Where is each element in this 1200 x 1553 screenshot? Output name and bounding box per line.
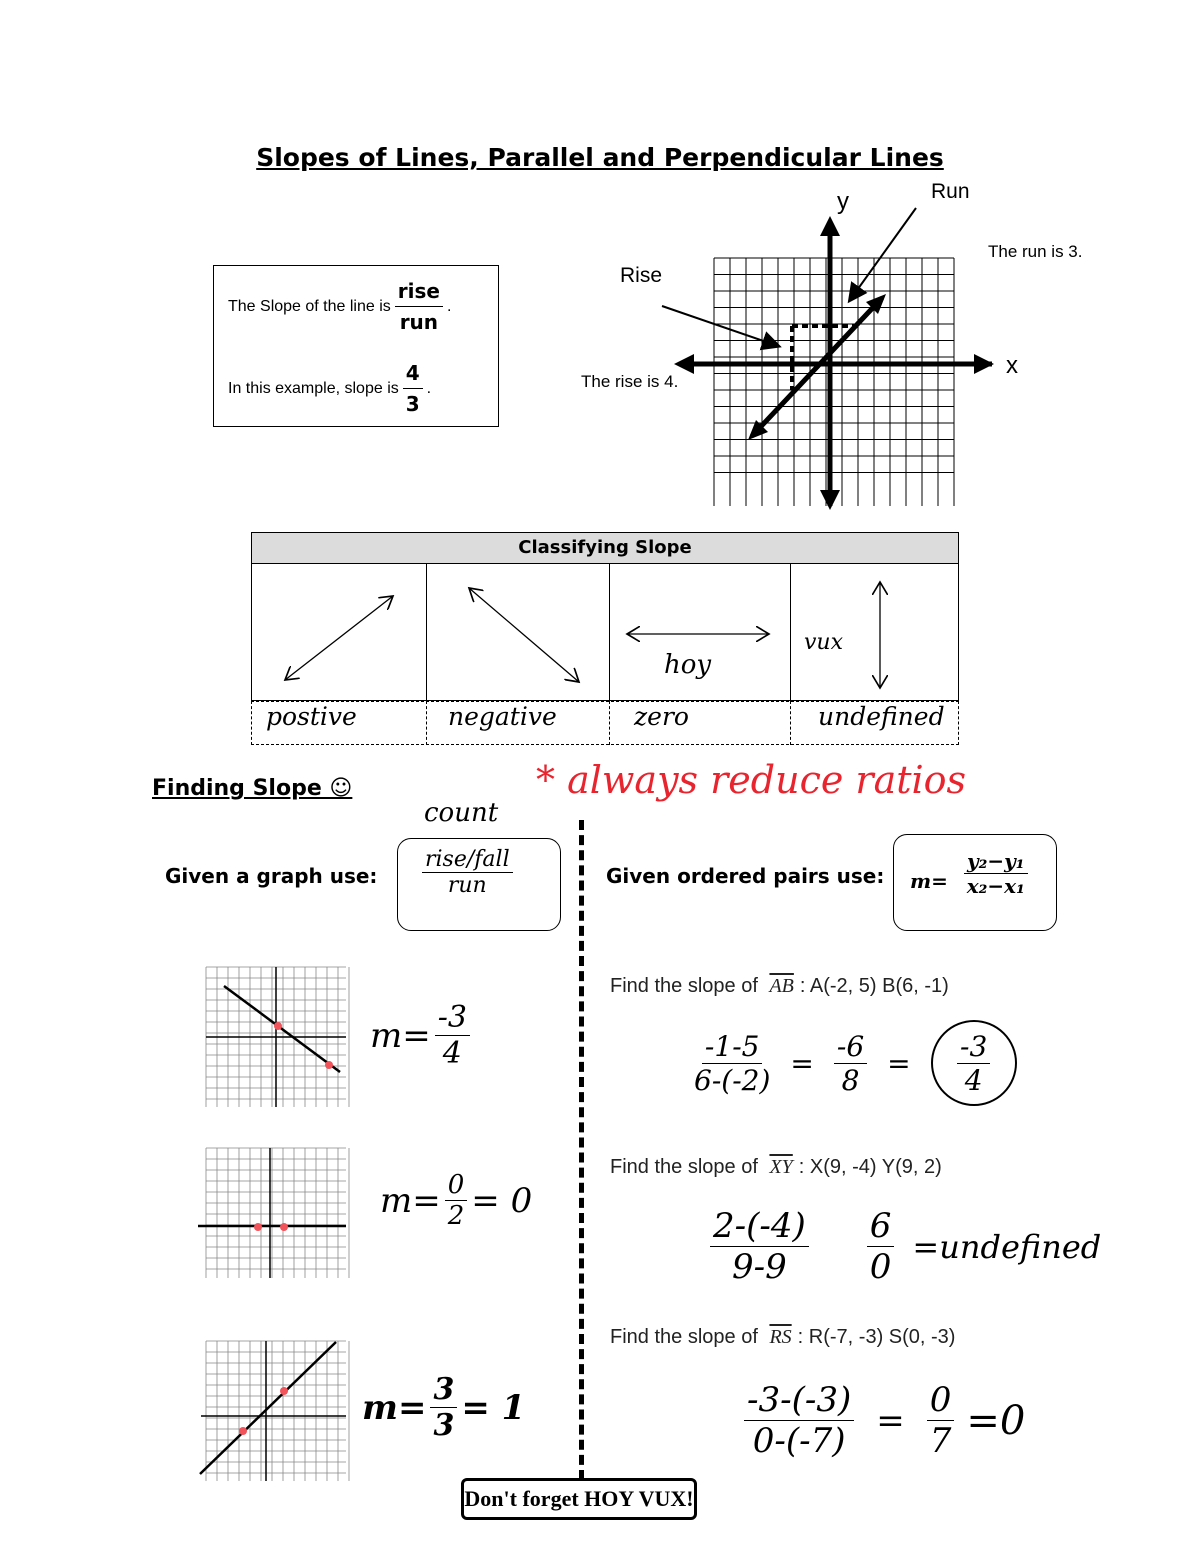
graph-line — [224, 986, 340, 1072]
problem-prefix: Find the slope of — [610, 975, 758, 997]
answer-text: =undefined — [912, 1227, 1102, 1266]
y-axis-up-arrow — [820, 216, 840, 236]
x-axis-left-arrow — [674, 354, 694, 374]
graph-formula-den: run — [447, 873, 487, 898]
problem-3-prompt: Find the slope of $\overline{RS}$ : R(-7, -3) S(0, -3) — [610, 1326, 956, 1348]
reduced-den: 7 — [929, 1421, 952, 1461]
graph-formula-box — [397, 838, 561, 931]
segment-name: $\overline{RS}$ — [769, 1326, 792, 1348]
answer-tail: = 0 — [471, 1180, 533, 1221]
answer-den: 4 — [964, 1063, 983, 1097]
graph-negative-slope — [196, 962, 356, 1112]
point — [239, 1427, 247, 1435]
point — [274, 1022, 282, 1030]
circled-answer — [931, 1020, 1017, 1106]
reduced-den: 8 — [841, 1063, 860, 1097]
graph-answer-2 — [380, 1170, 532, 1231]
problem-2-prompt: Find the slope of $\overline{XY}$ : X(9, -4) Y(9, 2) — [610, 1156, 942, 1178]
point — [280, 1223, 288, 1231]
problem-1-prompt: Find the slope of $\overline{AB}$ : A(-2, 5) B(6, -1) — [610, 975, 949, 997]
work-num: -1-5 — [702, 1030, 763, 1064]
problem-3-work — [740, 1380, 1025, 1461]
y-axis-down-arrow — [820, 490, 840, 510]
finding-slope-title: Finding Slope ☺ — [152, 776, 353, 801]
rise-over-run-fraction — [395, 276, 443, 337]
work-den: 0-(-7) — [752, 1421, 846, 1461]
pairs-formula — [964, 849, 1028, 898]
segment-name: $\overline{AB}$ — [769, 975, 794, 997]
reduced-den: 0 — [869, 1247, 892, 1287]
grid — [206, 1148, 349, 1278]
answer-den: 2 — [447, 1201, 465, 1231]
pairs-formula-den: x₂−x₁ — [966, 874, 1025, 898]
point — [280, 1387, 288, 1395]
reduced-num: 0 — [927, 1380, 955, 1421]
label-divider — [426, 701, 427, 745]
grid — [206, 1341, 349, 1481]
count-note: count — [424, 798, 499, 828]
section-divider — [579, 820, 584, 1480]
slope-type-arrows — [251, 564, 959, 701]
label-divider — [609, 701, 610, 745]
x-axis-right-arrow — [974, 354, 994, 374]
answer-num: 3 — [430, 1372, 457, 1408]
period: . — [426, 379, 432, 397]
equals: = — [790, 1046, 814, 1080]
example-slope-fraction — [403, 358, 423, 419]
given-graph-label: Given a graph use: — [165, 864, 378, 888]
rise-note: The rise is 4. — [581, 372, 679, 391]
work-num: 2-(-4) — [710, 1206, 809, 1247]
pairs-formula-lhs: m= — [910, 869, 948, 893]
run-label: Run — [931, 180, 970, 203]
slope-definition-box — [213, 265, 499, 427]
reduced-fraction — [867, 1206, 895, 1287]
problem-prefix: Find the slope of — [610, 1326, 758, 1348]
negative-slope-arrow — [469, 588, 579, 682]
pairs-formula-num: y₂−y₁ — [964, 849, 1028, 874]
problem-points: X(9, -4) Y(9, 2) — [809, 1156, 942, 1178]
label-divider — [790, 701, 791, 745]
answer-tail: = 1 — [461, 1387, 526, 1428]
graph-positive-slope — [196, 1336, 356, 1486]
classifying-slope-header: Classifying Slope — [251, 532, 959, 564]
answer-fraction — [430, 1372, 457, 1443]
equals: = — [876, 1400, 905, 1441]
graph-zero-slope — [196, 1143, 356, 1283]
work-fraction — [710, 1206, 809, 1287]
answer-num: -3 — [435, 1000, 470, 1036]
work-fraction — [744, 1380, 854, 1461]
example-den: 3 — [405, 392, 420, 416]
problem-2-work — [706, 1206, 1101, 1287]
equals: = — [887, 1046, 911, 1080]
answer-lhs: m= — [362, 1387, 427, 1428]
graph-answer-1 — [370, 1000, 474, 1071]
example-line — [752, 298, 882, 436]
reduced-fraction — [834, 1030, 867, 1097]
given-pairs-label: Given ordered pairs use: — [606, 864, 885, 888]
work-num: -3-(-3) — [744, 1380, 854, 1421]
answer-den: 3 — [433, 1408, 455, 1443]
work-den: 9-9 — [732, 1247, 787, 1287]
work-den: 6-(-2) — [694, 1063, 771, 1097]
answer-text: =0 — [966, 1397, 1026, 1444]
reduced-num: -6 — [834, 1030, 867, 1064]
y-axis-label: y — [837, 188, 849, 215]
reduced-fraction — [927, 1380, 955, 1461]
grid — [714, 258, 954, 506]
answer-num: 0 — [445, 1170, 468, 1201]
run-text: run — [399, 310, 439, 334]
slope-example-graph — [560, 180, 1120, 520]
run-note: The run is 3. — [988, 242, 1083, 261]
label-zero: zero — [634, 702, 689, 731]
graph-formula — [422, 847, 513, 898]
undefined-note: vux — [804, 630, 844, 655]
definition-line1: The Slope of the line is — [228, 297, 391, 315]
problem-1-work — [690, 1020, 1021, 1106]
answer-den: 4 — [442, 1036, 462, 1071]
label-undefined: undefined — [818, 702, 945, 731]
answer-lhs: m= — [380, 1180, 441, 1221]
pairs-formula-box — [893, 834, 1057, 931]
rise-text: rise — [395, 276, 443, 307]
x-axis-label: x — [1006, 352, 1018, 379]
answer-fraction — [435, 1000, 470, 1071]
positive-slope-arrow — [285, 596, 393, 680]
answer-fraction — [445, 1170, 468, 1231]
problem-points: R(-7, -3) S(0, -3) — [808, 1326, 956, 1348]
point — [325, 1061, 333, 1069]
label-positive: postive — [266, 702, 357, 731]
rise-label: Rise — [620, 264, 663, 287]
period: . — [446, 297, 452, 315]
graph-formula-num: rise/fall — [422, 847, 513, 873]
answer-num: -3 — [957, 1030, 990, 1064]
definition-line2: In this example, slope is — [228, 379, 399, 397]
work-fraction — [694, 1030, 770, 1097]
hoy-vux-reminder: Don't forget HOY VUX! — [461, 1478, 697, 1520]
graph-answer-3 — [362, 1372, 525, 1443]
page-title: Slopes of Lines, Parallel and Perpendicular Lines — [256, 143, 944, 172]
zero-note: hoy — [664, 650, 712, 680]
reminder-note: * always reduce ratios — [536, 758, 967, 802]
example-num: 4 — [403, 358, 423, 389]
point — [254, 1223, 262, 1231]
segment-name: $\overline{XY}$ — [769, 1156, 793, 1178]
problem-points: A(-2, 5) B(6, -1) — [809, 975, 949, 997]
answer-lhs: m= — [370, 1015, 431, 1056]
reduced-num: 6 — [867, 1206, 895, 1247]
problem-prefix: Find the slope of — [610, 1156, 758, 1178]
label-negative: negative — [448, 702, 557, 731]
